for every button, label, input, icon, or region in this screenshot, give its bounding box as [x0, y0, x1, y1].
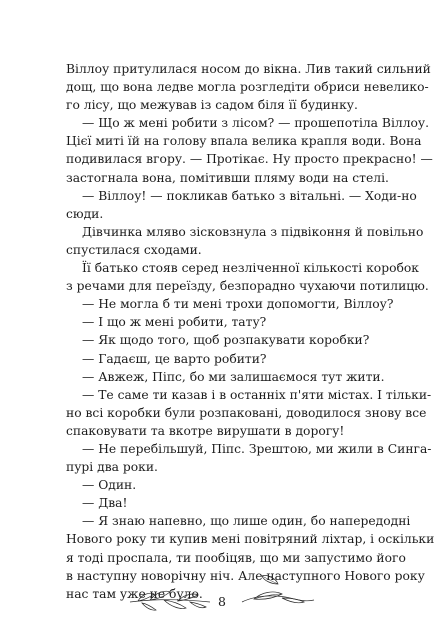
text-line: — Те саме ти казав і в останніх п'яти містах. І тільки- [82, 387, 432, 402]
falling-leaf-icon [232, 572, 318, 612]
text-line: Нового року ти купив мені повітряний ліхтар, і оскільки [66, 532, 435, 547]
text-line: Дівчинка мляво зісковзнула з підвіконня й повільно [82, 224, 424, 239]
text-line: — Що ж мені робити з лісом? — прошепотіла Віллоу. [82, 116, 430, 131]
text-line: — Не перебільшуй, Піпс. Зрештою, ми жили в Синга- [82, 441, 432, 456]
text-line: пурі два роки. [66, 460, 158, 475]
leaf-ornament-icon [128, 588, 212, 616]
page-number: 8 [218, 594, 226, 609]
text-line: нас там уже не було. [66, 586, 203, 601]
text-line: но всі коробки були розпаковані, доводилося знову все [66, 405, 427, 420]
text-line: застогнала вона, помітивши пляму води на стелі. [66, 170, 389, 185]
text-line: — Я знаю напевно, що лише один, бо напередодні [82, 514, 411, 529]
text-line: подивилася вгору. — Протікає. Ну просто прекрасно! — [66, 152, 433, 167]
text-line: — Не могла б ти мені трохи допомогти, Віллоу? [82, 297, 394, 312]
text-line: — Один. [82, 478, 137, 493]
text-line: го лісу, що межував із садом біля її будинку. [66, 98, 358, 113]
text-line: Віллоу притулилася носом до вікна. Лив такий сильний [66, 62, 431, 76]
text-line: спустилася сходами. [66, 242, 202, 257]
text-line: Цієї миті їй на голову впала велика крапля води. Вона [66, 134, 422, 149]
text-line: — Авжеж, Піпс, бо ми залишаємося тут жити. [82, 369, 385, 384]
text-line: в наступну новорічну ніч. Але наступного Нового року [66, 568, 425, 583]
text-line: Її батько стояв серед незліченної кількості коробок [82, 261, 419, 276]
text-line: — Як щодо того, щоб розпакувати коробки? [82, 333, 370, 348]
page-footer [0, 588, 444, 618]
text-line: спаковувати та вкотре вирушати в дорогу! [66, 423, 345, 438]
text-line: сюди. [66, 206, 104, 221]
text-line: дощ, що вона ледве могла розгледіти обриси невелико- [66, 80, 429, 95]
text-line: з речами для переїзду, безпорадно чухаючи потилицю. [66, 279, 429, 294]
text-line: я тоді проспала, ти пообіцяв, що ми запустимо його [66, 550, 406, 565]
body-text [66, 60, 435, 603]
text-line: — І що ж мені робити, тату? [82, 315, 267, 330]
text-line: — Гадаєш, це варто робити? [82, 351, 267, 366]
text-line: — Віллоу! — покликав батько з вітальні. — Ходи-но [82, 188, 417, 203]
text-line: — Два! [82, 496, 128, 511]
